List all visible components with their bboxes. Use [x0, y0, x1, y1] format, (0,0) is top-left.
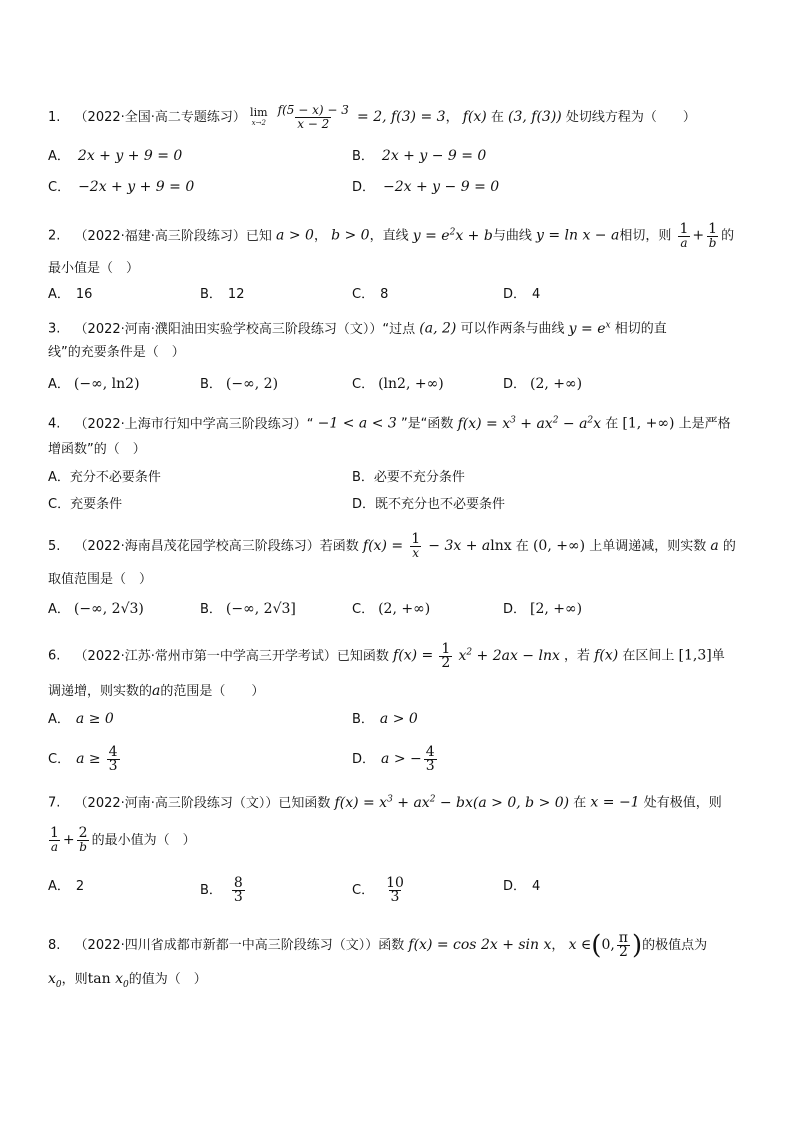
stem-text: 上是严格 — [678, 416, 731, 432]
stem-text: 的最小值为（ ） — [91, 833, 196, 848]
fraction: $\frac{1}{a}$ — [50, 825, 59, 854]
option-value: 4 — [532, 287, 541, 302]
stem-text: 单 — [711, 648, 725, 664]
question-source: （2022·上海市行知中学高三阶段练习）“ — [74, 416, 314, 432]
option-a — [48, 599, 144, 620]
math-expr: $\tan x_0$ — [87, 971, 129, 990]
stem-text: 可以作两条与曲线 — [460, 321, 565, 337]
option-label: A． — [48, 377, 70, 392]
question-6-line-2 — [48, 681, 264, 702]
option-a — [48, 709, 114, 730]
question-source: （2022·全国·高二专题练习） — [74, 110, 246, 125]
stem-text: 在区间上 — [622, 648, 675, 664]
math-expr: $x_0$ — [48, 971, 62, 990]
option-b — [352, 709, 418, 730]
option-label: D． — [352, 752, 376, 767]
option-label: D． — [503, 287, 527, 302]
stem-text: 与曲线 — [492, 228, 532, 244]
option-value: −2x + y − 9 = 0 — [383, 179, 500, 195]
option-value: 8 — [380, 287, 389, 302]
question-number: 7. — [48, 795, 61, 811]
math-expr: y = ln x − a — [535, 227, 620, 244]
option-value: 4 — [532, 879, 541, 894]
question-3 — [48, 315, 667, 340]
option-b — [200, 599, 296, 620]
option-label: A． — [48, 712, 70, 727]
math-expr: f(x) — [594, 647, 619, 664]
stem-text: 处有极值，则 — [643, 795, 722, 811]
question-number: 5. — [48, 539, 61, 554]
option-c — [352, 877, 408, 904]
option-value: 既不充分也不必要条件 — [375, 497, 506, 512]
option-label: D． — [503, 879, 527, 894]
math-expr: b > 0 — [331, 227, 370, 244]
option-b — [352, 146, 486, 167]
option-label: C． — [352, 602, 375, 617]
math-expr: a > 0 — [276, 227, 314, 244]
question-3-line-2: 线”的充要条件是（ ） — [48, 345, 185, 360]
option-value: (ln2, +∞) — [378, 376, 444, 392]
math-expr: $y = e^x$ — [568, 320, 611, 337]
math-expr: [1, +∞) — [622, 415, 675, 432]
math-expr: x ∈ — [568, 937, 592, 953]
math-expr: f(x) = cos 2x + sin x — [408, 937, 552, 953]
question-source: （2022·福建·高三阶段练习）已知 — [74, 228, 272, 244]
question-2-line-2: 最小值是（ ） — [48, 261, 140, 276]
option-label: C． — [352, 287, 375, 302]
stem-text: 相切，则 — [619, 228, 672, 244]
option-b — [200, 877, 247, 904]
option-a — [48, 285, 92, 305]
option-d — [503, 374, 582, 395]
question-1: 1. （2022·全国·高二专题练习） lim x→2 $\frac{f(5 - x) - 3}{x - 2}$ = 2, f(3) = 3， f(x) 在 (3, f(3)) 处切线方程为（ ） — [48, 103, 696, 131]
fraction: $\frac{1}{b}$ — [708, 220, 718, 250]
option-a — [48, 374, 140, 395]
stem-text: 的 — [722, 539, 736, 554]
math-expr: −1 < a < 3 — [317, 415, 397, 432]
option-c — [48, 495, 122, 515]
option-value: 16 — [75, 287, 93, 302]
question-source: （2022·河南·高三阶段练习（文））已知函数 — [74, 795, 331, 811]
option-label: C． — [48, 497, 71, 512]
option-label: D． — [352, 180, 376, 195]
option-d — [352, 746, 439, 773]
math-expr: f(x) — [462, 109, 487, 125]
option-a — [48, 468, 161, 488]
option-label: C． — [48, 752, 71, 767]
question-7 — [48, 789, 722, 814]
question-4 — [48, 410, 731, 435]
math-expr: $y = e^2x + b$ — [412, 227, 493, 244]
stem-text: ， — [551, 938, 565, 953]
option-d — [352, 495, 505, 515]
question-number: 2. — [48, 228, 61, 244]
stem-text: 的极值点为 — [642, 938, 708, 953]
option-c — [352, 374, 444, 395]
option-value: a > − — [381, 751, 422, 767]
stem-text: 的值为（ ） — [128, 972, 207, 987]
math-expr: [1,3] — [678, 647, 712, 664]
question-5: 5. （2022·海南昌茂花园学校高三阶段练习）若函数 f(x) = $\frac{1}{x}$ − 3x + alnx 在 (0, +∞) 上单调递减，则实数 a 的 — [48, 531, 736, 560]
option-label: D． — [503, 377, 527, 392]
option-d — [352, 177, 499, 198]
option-d — [503, 599, 582, 620]
option-value: −2x + y + 9 = 0 — [78, 179, 195, 195]
stem-text: 上单调递减，则实数 — [589, 539, 707, 554]
option-label: B． — [200, 602, 222, 617]
option-value: a > 0 — [379, 711, 418, 727]
math-expr: $x^2 + 2ax - \ln x$ — [458, 647, 560, 664]
fraction: $\frac{1}{2}$ — [441, 640, 451, 671]
question-source: （2022·河南·濮阳油田实验学校高三阶段练习（文））“过点 — [74, 321, 416, 337]
question-4-line-2: 增函数”的（ ） — [48, 442, 146, 457]
option-label: A． — [48, 602, 70, 617]
fraction: $\frac{4}{3}$ — [425, 744, 435, 774]
stem-text: 在 — [490, 110, 504, 125]
math-expr: $f(x) = x^3 + ax^2 - bx(a > 0$, b > 0) — [334, 794, 570, 811]
stem-text: 在 — [605, 416, 619, 432]
option-label: B． — [352, 712, 374, 727]
stem-text: ， — [313, 228, 327, 244]
option-b — [200, 374, 278, 395]
question-8: 8. （2022·四川省成都市新都一中高三阶段练习（文））函数 f(x) = cos 2x + sin x， x ∈(0, $\frac{\pi}{2}$ )的极值点为 — [48, 930, 708, 961]
question-5-line-2: 取值范围是（ ） — [48, 572, 153, 587]
question-number: 3. — [48, 321, 61, 337]
stem-text: 的 — [721, 228, 735, 244]
option-value: (−∞, 2) — [225, 376, 279, 392]
option-value: 2x + y − 9 = 0 — [381, 148, 487, 164]
option-c — [48, 746, 122, 773]
option-d — [503, 285, 540, 305]
option-b — [352, 468, 465, 488]
option-c — [352, 599, 430, 620]
option-label: C． — [48, 180, 71, 195]
stem-text: 在 — [573, 795, 587, 811]
option-label: C． — [352, 377, 375, 392]
option-value: 充要条件 — [70, 497, 123, 512]
option-value: 2x + y + 9 = 0 — [77, 148, 183, 164]
math-expr: − 3x + a — [428, 538, 491, 554]
option-label: B． — [200, 287, 222, 302]
math-expr: (3, f(3)) — [508, 109, 562, 125]
math-expr: (0, +∞) — [532, 538, 586, 554]
limit-operator: lim x→2 — [250, 105, 268, 127]
option-value: (−∞, 2√3) — [73, 601, 144, 617]
fraction: $\frac{\pi}{2}$ — [618, 930, 628, 960]
math-expr: f(x) = — [393, 647, 434, 664]
stem-text: ，若 — [564, 648, 591, 664]
fraction: $\frac{10}{3}$ — [386, 875, 404, 905]
question-number: 6. — [48, 648, 61, 664]
question-number: 4. — [48, 416, 61, 432]
math-expr: a — [710, 538, 719, 554]
option-label: A． — [48, 470, 70, 485]
option-value: 12 — [227, 287, 245, 302]
option-value: 充分不必要条件 — [69, 470, 161, 485]
stem-text: ，直线 — [369, 228, 409, 244]
question-source: （2022·四川省成都市新都一中高三阶段练习（文））函数 — [74, 938, 405, 953]
fraction: $\frac{f(5 - x) - 3}{x - 2}$ — [277, 103, 349, 131]
option-value: (−∞, 2√3] — [225, 601, 296, 617]
option-value: a ≥ 0 — [75, 711, 114, 727]
question-2: 2. （2022·福建·高三阶段练习）已知 a > 0， b > 0，直线 $y = e^2x + b$与曲线 y = ln x − a相切，则 $\frac{1}{a}$ + $\frac{1}{b}$ 的 — [48, 220, 735, 250]
option-label: A． — [48, 879, 70, 894]
option-label: B． — [352, 149, 374, 164]
option-a — [48, 146, 182, 167]
fraction: $\frac{1}{a}$ — [679, 220, 689, 250]
option-label: A． — [48, 149, 70, 164]
question-8-line-2 — [48, 969, 207, 995]
math-expr: (a, 2) — [419, 320, 457, 337]
stem-text: 相切的直 — [614, 321, 667, 337]
math-expr: f(x) = — [362, 538, 404, 554]
option-a — [48, 877, 84, 897]
option-b — [200, 285, 244, 305]
question-7-line-2: $\frac{1}{a}$ + $\frac{2}{b}$ 的最小值为（ ） — [50, 825, 196, 854]
option-value: 2 — [75, 879, 85, 894]
option-value: a ≥ — [76, 751, 101, 767]
option-value: [2, +∞) — [530, 601, 583, 617]
question-number: 1. — [48, 110, 61, 125]
option-label: B． — [200, 883, 222, 898]
option-value: (2, +∞) — [378, 601, 431, 617]
option-label: D． — [503, 602, 527, 617]
option-label: B． — [352, 470, 374, 485]
option-label: C． — [352, 883, 375, 898]
option-label: D． — [352, 497, 376, 512]
stem-text: ，则 — [61, 972, 88, 987]
stem-text: ”是“函数 — [400, 416, 454, 432]
question-number: 8. — [48, 938, 61, 953]
option-label: A． — [48, 287, 70, 302]
option-d — [503, 877, 540, 897]
math-expr: x = −1 — [590, 794, 640, 811]
math-expr: = 2, f(3) = 3 — [357, 109, 446, 125]
option-c — [48, 177, 194, 198]
math-expr: a — [152, 683, 161, 699]
option-label: B． — [200, 377, 222, 392]
stem-text: 处切线方程为（ ） — [565, 110, 696, 125]
option-value: (2, +∞) — [530, 376, 583, 392]
stem-text: 调递增，则实数的 — [48, 684, 153, 699]
question-source: （2022·江苏·常州市第一中学高三开学考试）已知函数 — [74, 648, 389, 664]
fraction: $\frac{8}{3}$ — [233, 875, 243, 905]
fraction: $\frac{1}{x}$ — [411, 531, 421, 560]
stem-text: 在 — [515, 539, 529, 554]
question-source: （2022·海南昌茂花园学校高三阶段练习）若函数 — [74, 539, 359, 554]
question-6 — [48, 642, 725, 670]
fraction: $\frac{4}{3}$ — [108, 744, 118, 774]
stem-text: 的范围是（ ） — [160, 684, 265, 699]
math-expr: $f(x) = x^3 + ax^2 - a^2x$ — [457, 415, 602, 432]
option-c — [352, 285, 388, 305]
fraction: $\frac{2}{b}$ — [78, 825, 88, 854]
option-value: 必要不充分条件 — [373, 470, 465, 485]
option-value: (−∞, ln2) — [73, 376, 140, 392]
